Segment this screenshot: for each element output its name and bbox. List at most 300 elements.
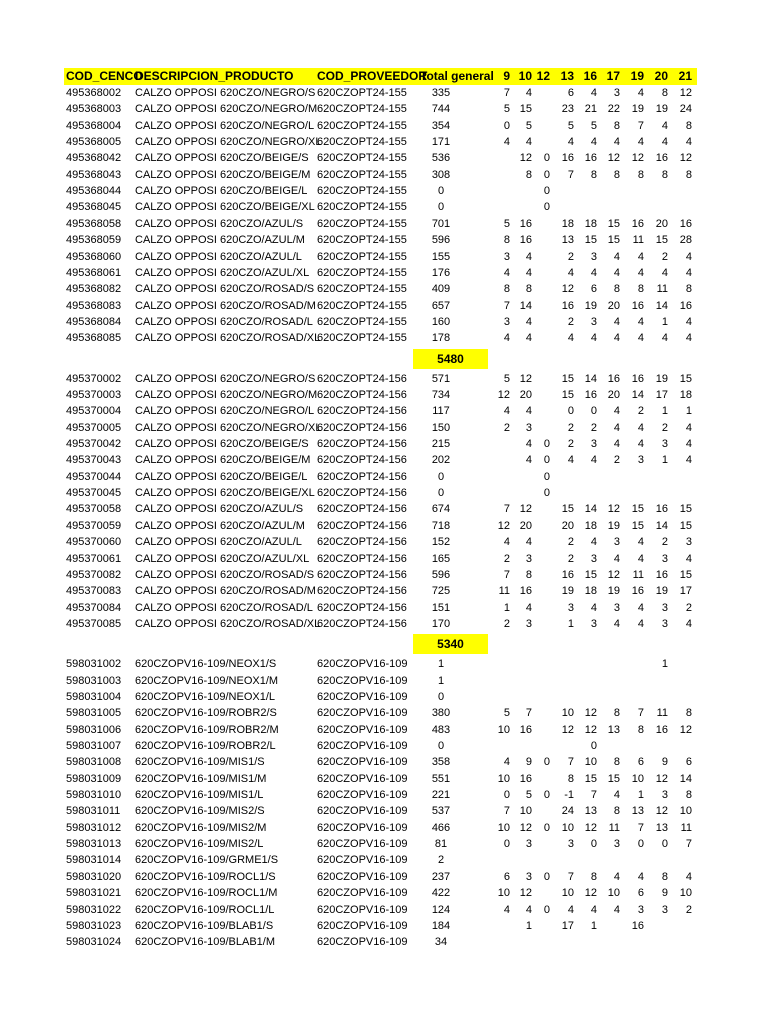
table-row[interactable] <box>0 118 768 134</box>
cell-size-qty: 4 <box>637 87 644 99</box>
cell-size-qty: 0 <box>543 185 550 198</box>
cell-size-qty <box>577 199 597 215</box>
header-cod-proveedor[interactable]: COD_PROVEEDOR <box>317 69 428 83</box>
cell-size-qty <box>512 934 532 950</box>
cell-size-qty: 4 <box>637 536 644 549</box>
cell-size-qty: 19 <box>561 585 574 598</box>
cell-size-qty: 4 <box>613 617 620 630</box>
header-size-16[interactable]: 16 <box>583 69 597 83</box>
cell-size-qty: 15 <box>607 772 620 785</box>
header-size-9[interactable]: 9 <box>503 69 510 83</box>
cell-size-qty <box>530 101 550 117</box>
cell-size-qty <box>672 689 692 705</box>
cell-total-general: 744 <box>431 103 451 116</box>
cell-size-qty <box>512 738 532 754</box>
table-row[interactable] <box>0 869 768 885</box>
table-row[interactable] <box>0 918 768 934</box>
table-row[interactable] <box>0 314 768 330</box>
table-row[interactable] <box>0 330 768 346</box>
header-size-10[interactable]: 10 <box>518 69 532 83</box>
cell-size-qty <box>554 673 574 689</box>
cell-cod-cenco: 495370060 <box>66 536 122 549</box>
cell-total-general: 160 <box>431 315 451 328</box>
cell-size-qty <box>490 469 510 485</box>
cell-size-qty: 4 <box>613 332 620 345</box>
cell-descripcion: CALZO OPPOSI 620CZO/AZUL/XL <box>135 266 310 279</box>
cell-cod-cenco: 495368059 <box>66 234 122 247</box>
cell-size-qty: 10 <box>497 772 510 785</box>
cell-cod-cenco: 495368044 <box>66 185 122 198</box>
cell-size-qty <box>530 387 550 403</box>
cell-size-qty: 0 <box>543 454 550 467</box>
cell-size-qty: 2 <box>567 552 574 565</box>
cell-size-qty <box>530 885 550 901</box>
cell-size-qty: 12 <box>679 152 692 165</box>
cell-size-qty: 1 <box>590 919 597 932</box>
cell-size-qty: 12 <box>679 87 692 99</box>
cell-size-qty: 8 <box>613 756 620 769</box>
cell-size-qty <box>624 852 644 868</box>
cell-cod-proveedor: 620CZOPV16-109 <box>317 756 408 769</box>
cell-size-qty: 12 <box>561 723 574 736</box>
cell-size-qty: 8 <box>567 772 574 785</box>
table-row[interactable] <box>0 787 768 803</box>
cell-size-qty: 5 <box>503 707 510 720</box>
header-size-12[interactable]: 12 <box>536 69 550 83</box>
cell-cod-proveedor: 620CZOPT24-156 <box>317 421 407 434</box>
cell-cod-cenco: 495370058 <box>66 503 122 516</box>
cell-size-qty: 15 <box>679 519 692 532</box>
cell-size-qty: 7 <box>567 168 574 181</box>
cell-size-qty: 10 <box>497 723 510 736</box>
cell-descripcion: CALZO OPPOSI 620CZO/AZUL/L <box>135 250 302 263</box>
cell-size-qty: 6 <box>590 283 597 296</box>
cell-cod-cenco: 598031007 <box>66 740 122 752</box>
table-row[interactable] <box>0 885 768 901</box>
cell-cod-proveedor: 620CZOPT24-155 <box>317 283 407 296</box>
cell-cod-cenco: 495368003 <box>66 103 122 116</box>
cell-total-general: 184 <box>431 919 451 932</box>
cell-size-qty <box>530 738 550 754</box>
cell-size-qty: 0 <box>590 838 597 851</box>
cell-cod-proveedor: 620CZOPT24-156 <box>317 503 407 516</box>
cell-total-general: 202 <box>431 454 451 467</box>
cell-size-qty: 8 <box>613 707 620 720</box>
cell-size-qty: 2 <box>613 454 620 467</box>
cell-size-qty: 20 <box>607 299 620 312</box>
cell-size-qty: 3 <box>661 903 668 916</box>
cell-size-qty: 4 <box>637 250 644 263</box>
cell-size-qty: 4 <box>525 315 532 328</box>
cell-size-qty <box>530 330 550 346</box>
cell-descripcion: 620CZOPV16-109/MIS2/M <box>135 821 267 834</box>
cell-size-qty: 10 <box>497 821 510 834</box>
cell-descripcion: CALZO OPPOSI 620CZO/NEGRO/S <box>135 372 316 385</box>
cell-size-qty: 3 <box>503 250 510 263</box>
cell-total-general: 0 <box>437 740 445 752</box>
table-row[interactable] <box>0 722 768 738</box>
cell-size-qty: 8 <box>685 168 692 181</box>
cell-total-general: 354 <box>431 119 451 132</box>
cell-size-qty: 4 <box>613 136 620 148</box>
table-row[interactable] <box>0 738 768 754</box>
cell-size-qty: 8 <box>637 168 644 181</box>
table-row[interactable] <box>0 85 768 101</box>
cell-total-general: 117 <box>432 405 450 418</box>
cell-total-general: 551 <box>431 772 451 785</box>
cell-size-qty: 4 <box>567 454 574 467</box>
cell-size-qty <box>530 216 550 232</box>
cell-size-qty <box>490 934 510 950</box>
cell-size-qty: 14 <box>584 372 597 385</box>
cell-size-qty <box>530 567 550 583</box>
cell-size-qty: 4 <box>661 332 668 345</box>
cell-size-qty: 4 <box>685 421 692 434</box>
cell-size-qty: 4 <box>685 250 692 263</box>
cell-cod-proveedor: 620CZOPV16-109 <box>317 789 408 801</box>
table-row[interactable] <box>0 689 768 705</box>
cell-size-qty <box>530 600 550 616</box>
cell-total-general: 124 <box>431 903 451 916</box>
cell-size-qty: 10 <box>561 887 574 900</box>
cell-size-qty: 17 <box>561 919 574 932</box>
table-row[interactable] <box>0 436 768 452</box>
cell-cod-cenco: 495370042 <box>66 438 122 450</box>
cell-size-qty: 20 <box>519 519 532 532</box>
table-row[interactable] <box>0 403 768 419</box>
table-row[interactable] <box>0 551 768 567</box>
table-row[interactable] <box>0 567 768 583</box>
cell-size-qty <box>530 232 550 248</box>
cell-size-qty <box>530 803 550 819</box>
cell-cod-proveedor: 620CZOPV16-109 <box>317 887 408 900</box>
cell-size-qty: 14 <box>679 772 692 785</box>
cell-cod-proveedor: 620CZOPV16-109 <box>317 903 408 916</box>
cell-cod-proveedor: 620CZOPV16-109 <box>317 707 408 720</box>
cell-size-qty <box>530 918 550 934</box>
cell-cod-cenco: 598031008 <box>66 756 122 769</box>
cell-descripcion: CALZO OPPOSI 620CZO/ROSAD/M <box>135 299 316 312</box>
cell-descripcion: CALZO OPPOSI 620CZO/NEGRO/L <box>135 119 315 132</box>
cell-size-qty: 0 <box>543 470 550 483</box>
cell-size-qty: 10 <box>561 821 574 834</box>
cell-total-general: 422 <box>431 887 451 900</box>
cell-size-qty: 1 <box>525 919 532 932</box>
cell-size-qty <box>530 371 550 387</box>
cell-size-qty: 10 <box>561 707 574 720</box>
group-subtotal: 5480 <box>413 349 488 369</box>
table-row[interactable] <box>0 656 768 672</box>
cell-size-qty: 8 <box>685 789 692 801</box>
cell-cod-cenco: 495370003 <box>66 389 122 401</box>
cell-size-qty: 7 <box>503 805 510 818</box>
table-row[interactable] <box>0 673 768 689</box>
cell-descripcion: CALZO OPPOSI 620CZO/BEIGE/M <box>135 168 311 181</box>
cell-size-qty <box>648 485 668 501</box>
table-row[interactable] <box>0 452 768 468</box>
cell-size-qty: 4 <box>661 119 668 132</box>
cell-descripcion: 620CZOPV16-109/GRME1/S <box>135 854 279 867</box>
cell-descripcion: CALZO OPPOSI 620CZO/BEIGE/XL <box>135 487 315 500</box>
cell-size-qty: 5 <box>525 119 532 132</box>
header-cod-cenco[interactable]: COD_CENCO <box>66 69 143 83</box>
table-row[interactable] <box>0 183 768 199</box>
cell-size-qty: 20 <box>655 217 668 230</box>
table-row[interactable] <box>0 216 768 232</box>
cell-size-qty: 4 <box>503 266 510 279</box>
cell-size-qty <box>672 656 692 672</box>
cell-size-qty: 3 <box>503 315 510 328</box>
cell-size-qty: 16 <box>655 503 668 516</box>
cell-cod-cenco: 495368058 <box>66 217 122 230</box>
cell-size-qty: 4 <box>590 903 597 916</box>
table-row[interactable] <box>0 902 768 918</box>
cell-size-qty <box>490 183 510 199</box>
cell-descripcion: CALZO OPPOSI 620CZO/BEIGE/S <box>135 152 309 165</box>
table-row[interactable] <box>0 281 768 297</box>
cell-size-qty: 20 <box>561 519 574 532</box>
cell-descripcion: CALZO OPPOSI 620CZO/AZUL/M <box>135 519 305 532</box>
cell-cod-cenco: 598031023 <box>66 919 122 932</box>
cell-total-general: 151 <box>431 601 451 614</box>
cell-size-qty: 11 <box>498 585 510 598</box>
cell-size-qty <box>624 673 644 689</box>
table-row[interactable] <box>0 232 768 248</box>
cell-size-qty: 16 <box>519 772 532 785</box>
cell-size-qty: 3 <box>525 552 532 565</box>
table-row[interactable] <box>0 518 768 534</box>
cell-cod-cenco: 495370084 <box>66 601 122 614</box>
header-size-21[interactable]: 21 <box>678 69 692 83</box>
cell-total-general: 537 <box>431 805 451 818</box>
cell-size-qty: 4 <box>503 903 510 916</box>
cell-cod-proveedor: 620CZOPT24-156 <box>317 470 407 483</box>
cell-size-qty: 16 <box>631 372 644 385</box>
cell-size-qty: 4 <box>503 756 510 769</box>
table-row[interactable] <box>0 705 768 721</box>
cell-size-qty: 4 <box>613 250 620 263</box>
table-row[interactable] <box>0 583 768 599</box>
table-row[interactable] <box>0 852 768 868</box>
table-row[interactable] <box>0 600 768 616</box>
cell-cod-proveedor: 620CZOPT24-155 <box>317 136 407 148</box>
cell-size-qty <box>490 656 510 672</box>
cell-size-qty: 15 <box>561 503 574 516</box>
table-row[interactable] <box>0 420 768 436</box>
cell-cod-proveedor: 620CZOPT24-155 <box>317 234 407 247</box>
cell-size-qty: 0 <box>503 789 510 801</box>
cell-descripcion: CALZO OPPOSI 620CZO/BEIGE/S <box>135 438 309 450</box>
cell-size-qty: 4 <box>637 266 644 279</box>
cell-size-qty: 4 <box>613 789 620 801</box>
table-row[interactable] <box>0 836 768 852</box>
cell-descripcion: CALZO OPPOSI 620CZO/ROSAD/L <box>135 601 313 614</box>
cell-size-qty: 7 <box>525 707 532 720</box>
cell-size-qty: 10 <box>584 756 597 769</box>
table-row[interactable] <box>0 265 768 281</box>
cell-size-qty: 10 <box>679 805 692 818</box>
cell-size-qty: 4 <box>661 136 668 148</box>
cell-size-qty: 5 <box>503 103 510 116</box>
table-row[interactable] <box>0 249 768 265</box>
table-row[interactable] <box>0 534 768 550</box>
cell-size-qty: 16 <box>561 299 574 312</box>
header-descripcion-producto[interactable]: DESCRIPCION_PRODUCTO <box>135 69 294 83</box>
cell-size-qty: 15 <box>584 568 597 581</box>
cell-cod-proveedor: 620CZOPV16-109 <box>317 919 408 932</box>
table-row[interactable] <box>0 199 768 215</box>
cell-size-qty <box>624 199 644 215</box>
cell-size-qty <box>554 485 574 501</box>
cell-size-qty: 4 <box>525 536 532 549</box>
cell-size-qty <box>530 836 550 852</box>
cell-size-qty: 16 <box>655 723 668 736</box>
table-row[interactable] <box>0 771 768 787</box>
cell-size-qty: 3 <box>613 536 620 549</box>
cell-size-qty <box>530 616 550 632</box>
cell-size-qty: 15 <box>561 372 574 385</box>
table-row[interactable] <box>0 820 768 836</box>
cell-size-qty: 4 <box>590 536 597 549</box>
cell-total-general: 734 <box>431 389 451 401</box>
cell-size-qty <box>490 738 510 754</box>
cell-total-general: 0 <box>437 690 445 703</box>
cell-cod-proveedor: 620CZOPT24-156 <box>317 372 407 385</box>
cell-size-qty: 3 <box>661 601 668 614</box>
cell-size-qty <box>530 534 550 550</box>
table-row[interactable] <box>0 803 768 819</box>
cell-size-qty: 2 <box>661 536 668 549</box>
cell-size-qty: 16 <box>679 299 692 312</box>
cell-size-qty <box>512 656 532 672</box>
cell-size-qty: 23 <box>561 103 574 116</box>
cell-cod-cenco: 598031010 <box>66 789 122 801</box>
cell-size-qty <box>490 436 510 452</box>
table-row[interactable] <box>0 167 768 183</box>
cell-cod-proveedor: 620CZOPV16-109 <box>317 936 408 949</box>
cell-size-qty: 0 <box>661 838 668 851</box>
cell-total-general: 150 <box>431 421 451 434</box>
cell-size-qty: 8 <box>637 723 644 736</box>
cell-total-general: 215 <box>431 438 451 450</box>
cell-size-qty: 4 <box>685 332 692 345</box>
cell-size-qty <box>577 934 597 950</box>
cell-descripcion: CALZO OPPOSI 620CZO/ROSAD/S <box>135 568 315 581</box>
table-row[interactable] <box>0 298 768 314</box>
cell-size-qty: 3 <box>567 838 574 851</box>
cell-size-qty: 8 <box>590 168 597 181</box>
cell-total-general: 165 <box>431 552 451 565</box>
cell-size-qty <box>554 656 574 672</box>
cell-size-qty <box>672 738 692 754</box>
cell-total-general: 1 <box>437 658 445 671</box>
cell-size-qty <box>600 485 620 501</box>
cell-size-qty: 7 <box>503 87 510 99</box>
cell-cod-proveedor: 620CZOPT24-155 <box>317 152 407 165</box>
cell-size-qty: 10 <box>679 887 692 900</box>
cell-size-qty: 8 <box>525 168 532 181</box>
cell-size-qty <box>512 689 532 705</box>
cell-size-qty <box>648 689 668 705</box>
cell-descripcion: 620CZOPV16-109/MIS2/S <box>135 805 265 818</box>
cell-size-qty <box>624 469 644 485</box>
table-row[interactable] <box>0 371 768 387</box>
cell-total-general: 483 <box>431 723 451 736</box>
cell-size-qty: 11 <box>632 568 644 581</box>
table-row[interactable] <box>0 485 768 501</box>
cell-size-qty: 4 <box>525 903 532 916</box>
table-row[interactable] <box>0 754 768 770</box>
cell-total-general: 718 <box>431 519 451 532</box>
table-row[interactable] <box>0 387 768 403</box>
cell-cod-cenco: 598031012 <box>66 821 122 834</box>
cell-descripcion: CALZO OPPOSI 620CZO/NEGRO/XL <box>135 421 322 434</box>
header-size-13[interactable]: 13 <box>560 69 574 83</box>
table-row[interactable] <box>0 469 768 485</box>
cell-size-qty: 13 <box>631 805 644 818</box>
header-total-general[interactable]: Total general <box>420 69 494 83</box>
header-size-20[interactable]: 20 <box>654 69 668 83</box>
cell-size-qty: 4 <box>567 136 574 148</box>
cell-size-qty: 7 <box>567 756 574 769</box>
cell-descripcion: 620CZOPV16-109/MIS1/S <box>135 756 265 769</box>
cell-size-qty: 0 <box>543 438 550 450</box>
cell-descripcion: CALZO OPPOSI 620CZO/ROSAD/S <box>135 283 315 296</box>
cell-size-qty: 15 <box>584 234 597 247</box>
cell-size-qty: 4 <box>525 405 532 418</box>
cell-size-qty <box>600 852 620 868</box>
cell-size-qty: 4 <box>525 438 532 450</box>
cell-size-qty <box>600 199 620 215</box>
cell-descripcion: 620CZOPV16-109/NEOX1/M <box>135 674 279 687</box>
cell-size-qty: 0 <box>543 201 550 214</box>
table-row[interactable] <box>0 134 768 150</box>
cell-size-qty: 0 <box>543 789 550 801</box>
cell-cod-cenco: 598031009 <box>66 772 122 785</box>
table-row[interactable] <box>0 101 768 117</box>
cell-size-qty: 12 <box>497 519 510 532</box>
cell-size-qty: 4 <box>503 405 510 418</box>
cell-total-general: 34 <box>434 936 448 949</box>
cell-size-qty: 0 <box>543 870 550 883</box>
cell-cod-proveedor: 620CZOPV16-109 <box>317 674 408 687</box>
cell-size-qty <box>490 918 510 934</box>
table-row[interactable] <box>0 934 768 950</box>
header-size-17[interactable]: 17 <box>606 69 620 83</box>
cell-descripcion: CALZO OPPOSI 620CZO/AZUL/M <box>135 234 305 247</box>
cell-size-qty: 7 <box>567 870 574 883</box>
cell-size-qty <box>624 656 644 672</box>
header-size-19[interactable]: 19 <box>630 69 644 83</box>
cell-size-qty <box>554 469 574 485</box>
cell-size-qty <box>624 485 644 501</box>
cell-cod-proveedor: 620CZOPV16-109 <box>317 854 408 867</box>
table-row[interactable] <box>0 616 768 632</box>
table-row[interactable] <box>0 150 768 166</box>
cell-size-qty: 24 <box>679 103 692 116</box>
table-row[interactable] <box>0 501 768 517</box>
cell-size-qty: 1 <box>661 315 668 328</box>
cell-size-qty <box>577 469 597 485</box>
cell-total-general: 409 <box>431 283 451 296</box>
cell-descripcion: CALZO OPPOSI 620CZO/AZUL/XL <box>135 552 310 565</box>
cell-cod-cenco: 495370004 <box>66 405 122 418</box>
cell-size-qty: 4 <box>637 315 644 328</box>
cell-size-qty: 0 <box>503 119 510 132</box>
cell-size-qty: 16 <box>631 919 644 932</box>
cell-size-qty: 12 <box>519 503 532 516</box>
cell-size-qty: 12 <box>607 568 620 581</box>
